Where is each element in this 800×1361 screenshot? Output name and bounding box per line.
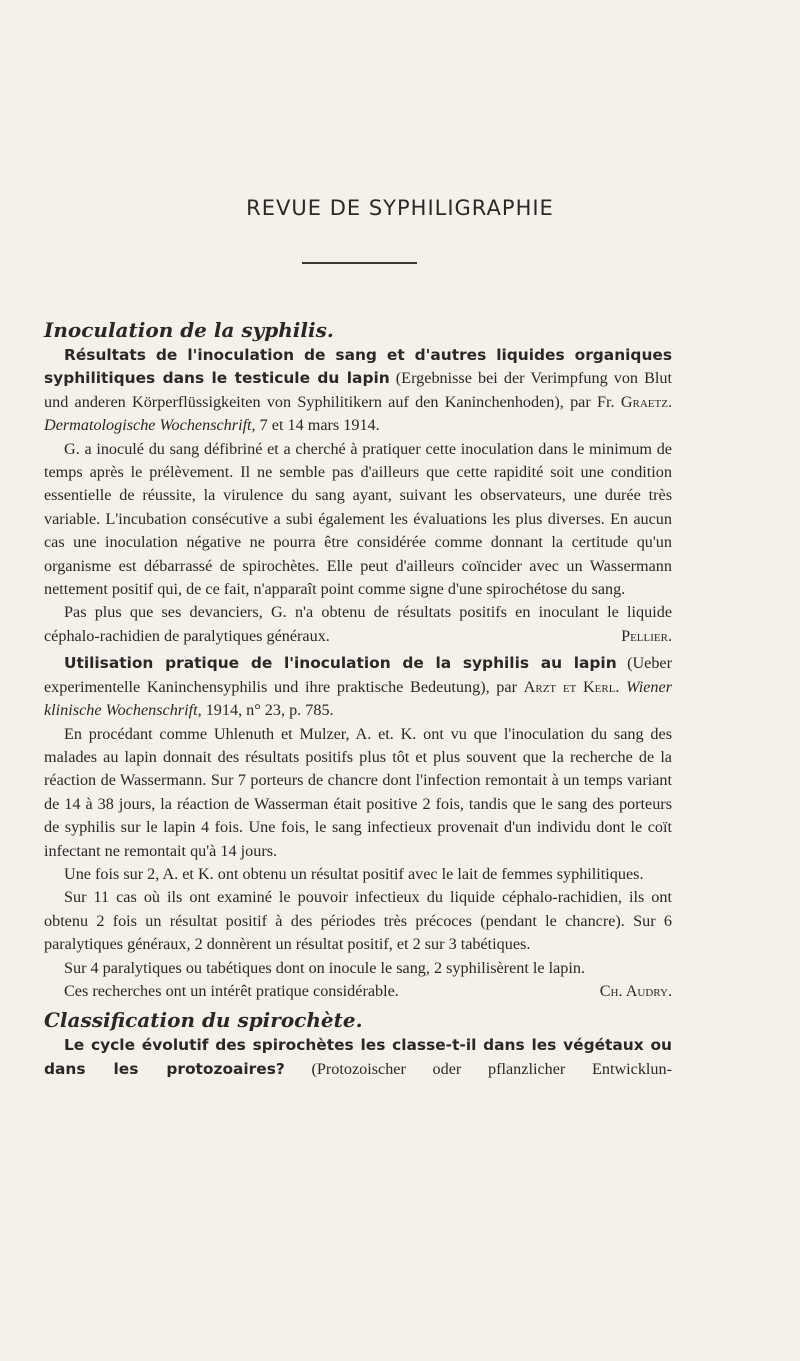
article-signature: Pellier. (621, 626, 672, 645)
section-title: Inoculation de la syphilis. (44, 318, 334, 342)
article-bold-title: Résultats de l'inoculation de sang et d'autres liquides organiques syphilitiques dans le testicule du lapin (44, 346, 672, 388)
header-rule (302, 262, 417, 264)
page-header: REVUE DE SYPHILIGRAPHIE (246, 196, 554, 220)
paragraph: Une fois sur 2, A. et K. ont obtenu un résultat positif avec le lait de femmes syphilitiques. (64, 864, 644, 883)
paragraph: Sur 4 paralytiques ou tabétiques dont on inocule le sang, 2 syphilisèrent le lapin. (64, 958, 586, 977)
paragraph (44, 601, 672, 648)
paragraph (44, 980, 672, 1003)
article-reference: (Protozoischer oder pflanzlicher Entwicklun- (311, 1059, 672, 1078)
paragraph-text: Pas plus que ses devanciers, G. n'a obtenu de résultats positifs en inoculant le liquide céphalo-rachidien de paralytiques généraux. (44, 603, 672, 645)
article-reference: (Ueber experimentelle Kaninchensyphilis und ihre praktische Bedeutung), par (44, 654, 672, 696)
paragraph: G. a inoculé du sang défibriné et a cherché à pratiquer cette inoculation dans le minimum de temps après le prélèvement. Il ne semble pas d'ailleurs que cette rapidité soit une condition essentielle de réussite, la virulence du sang ayant, suivant les observateurs, une durée très variable. L'incubation consécutive a subi également les évaluations les plus diverses. En aucun cas une inoculation négative ne pourra être considérée comme donnant la certitude qu'un organisme est débarrassé de spirochètes. Elle peut d'ailleurs coïncider avec un Wassermann nettement positif qui, de ce fait, n'apparaît point comme signe d'une spirochétose du sang. (44, 439, 672, 599)
article-heading (44, 652, 672, 722)
article-reference: (Ergebnisse bei der Verimpfung von Blut und anderen Körperflüssigkeiten von Syphilitikern auf den Kaninchenhoden), par Fr. (44, 369, 672, 411)
article-date: 1914, n° 23, p. 785. (205, 701, 334, 720)
article-signature: Ch. Audry. (599, 981, 672, 1000)
paragraph-text: Ces recherches ont un intérêt pratique considérable. (64, 981, 399, 1000)
article-journal: Dermatologische Wochenschrift, (44, 416, 256, 435)
article-heading (44, 344, 672, 438)
article-authors: Arzt et Kerl. (523, 677, 620, 696)
article-journal: Wiener klinische Wochenschrift, (44, 677, 673, 720)
article-date: 7 et 14 mars 1914. (259, 416, 380, 435)
article-author: Graetz. (620, 392, 673, 411)
article-heading (44, 1034, 672, 1104)
paragraph: En procédant comme Uhlenuth et Mulzer, A. et. K. ont vu que l'inoculation du sang des malades au lapin donnait des résultats positifs plus tôt et plus souvent que la recherche de la réaction de Wassermann. Sur 7 porteurs de chancre dont l'infection remontait à un temps variant de 14 à 38 jours, la réaction de Wasserman était positive 2 fois, tandis que le sang des porteurs de syphilis sur le lapin 4 fois. Une fois, le sang infectieux provenait d'un individu dont le coït infectant ne remontait qu'à 14 jours. (44, 724, 672, 860)
section-title: Classification du spirochète. (44, 1008, 363, 1033)
document-body (44, 316, 672, 1105)
article-bold-title: Le cycle évolutif des spirochètes les classe-t-il dans les végétaux ou dans les protozoaires? (44, 1036, 672, 1078)
paragraph: Sur 11 cas où ils ont examiné le pouvoir infectieux du liquide céphalo-rachidien, ils ont obtenu 2 fois un résultat positif à des périodes très précoces (pendant le chancre). Sur 6 paralytiques généraux, 2 donnèrent un résultat positif, et 2 sur 3 tabétiques. (44, 888, 672, 954)
article-bold-title: Utilisation pratique de l'inoculation de la syphilis au lapin (64, 654, 617, 673)
